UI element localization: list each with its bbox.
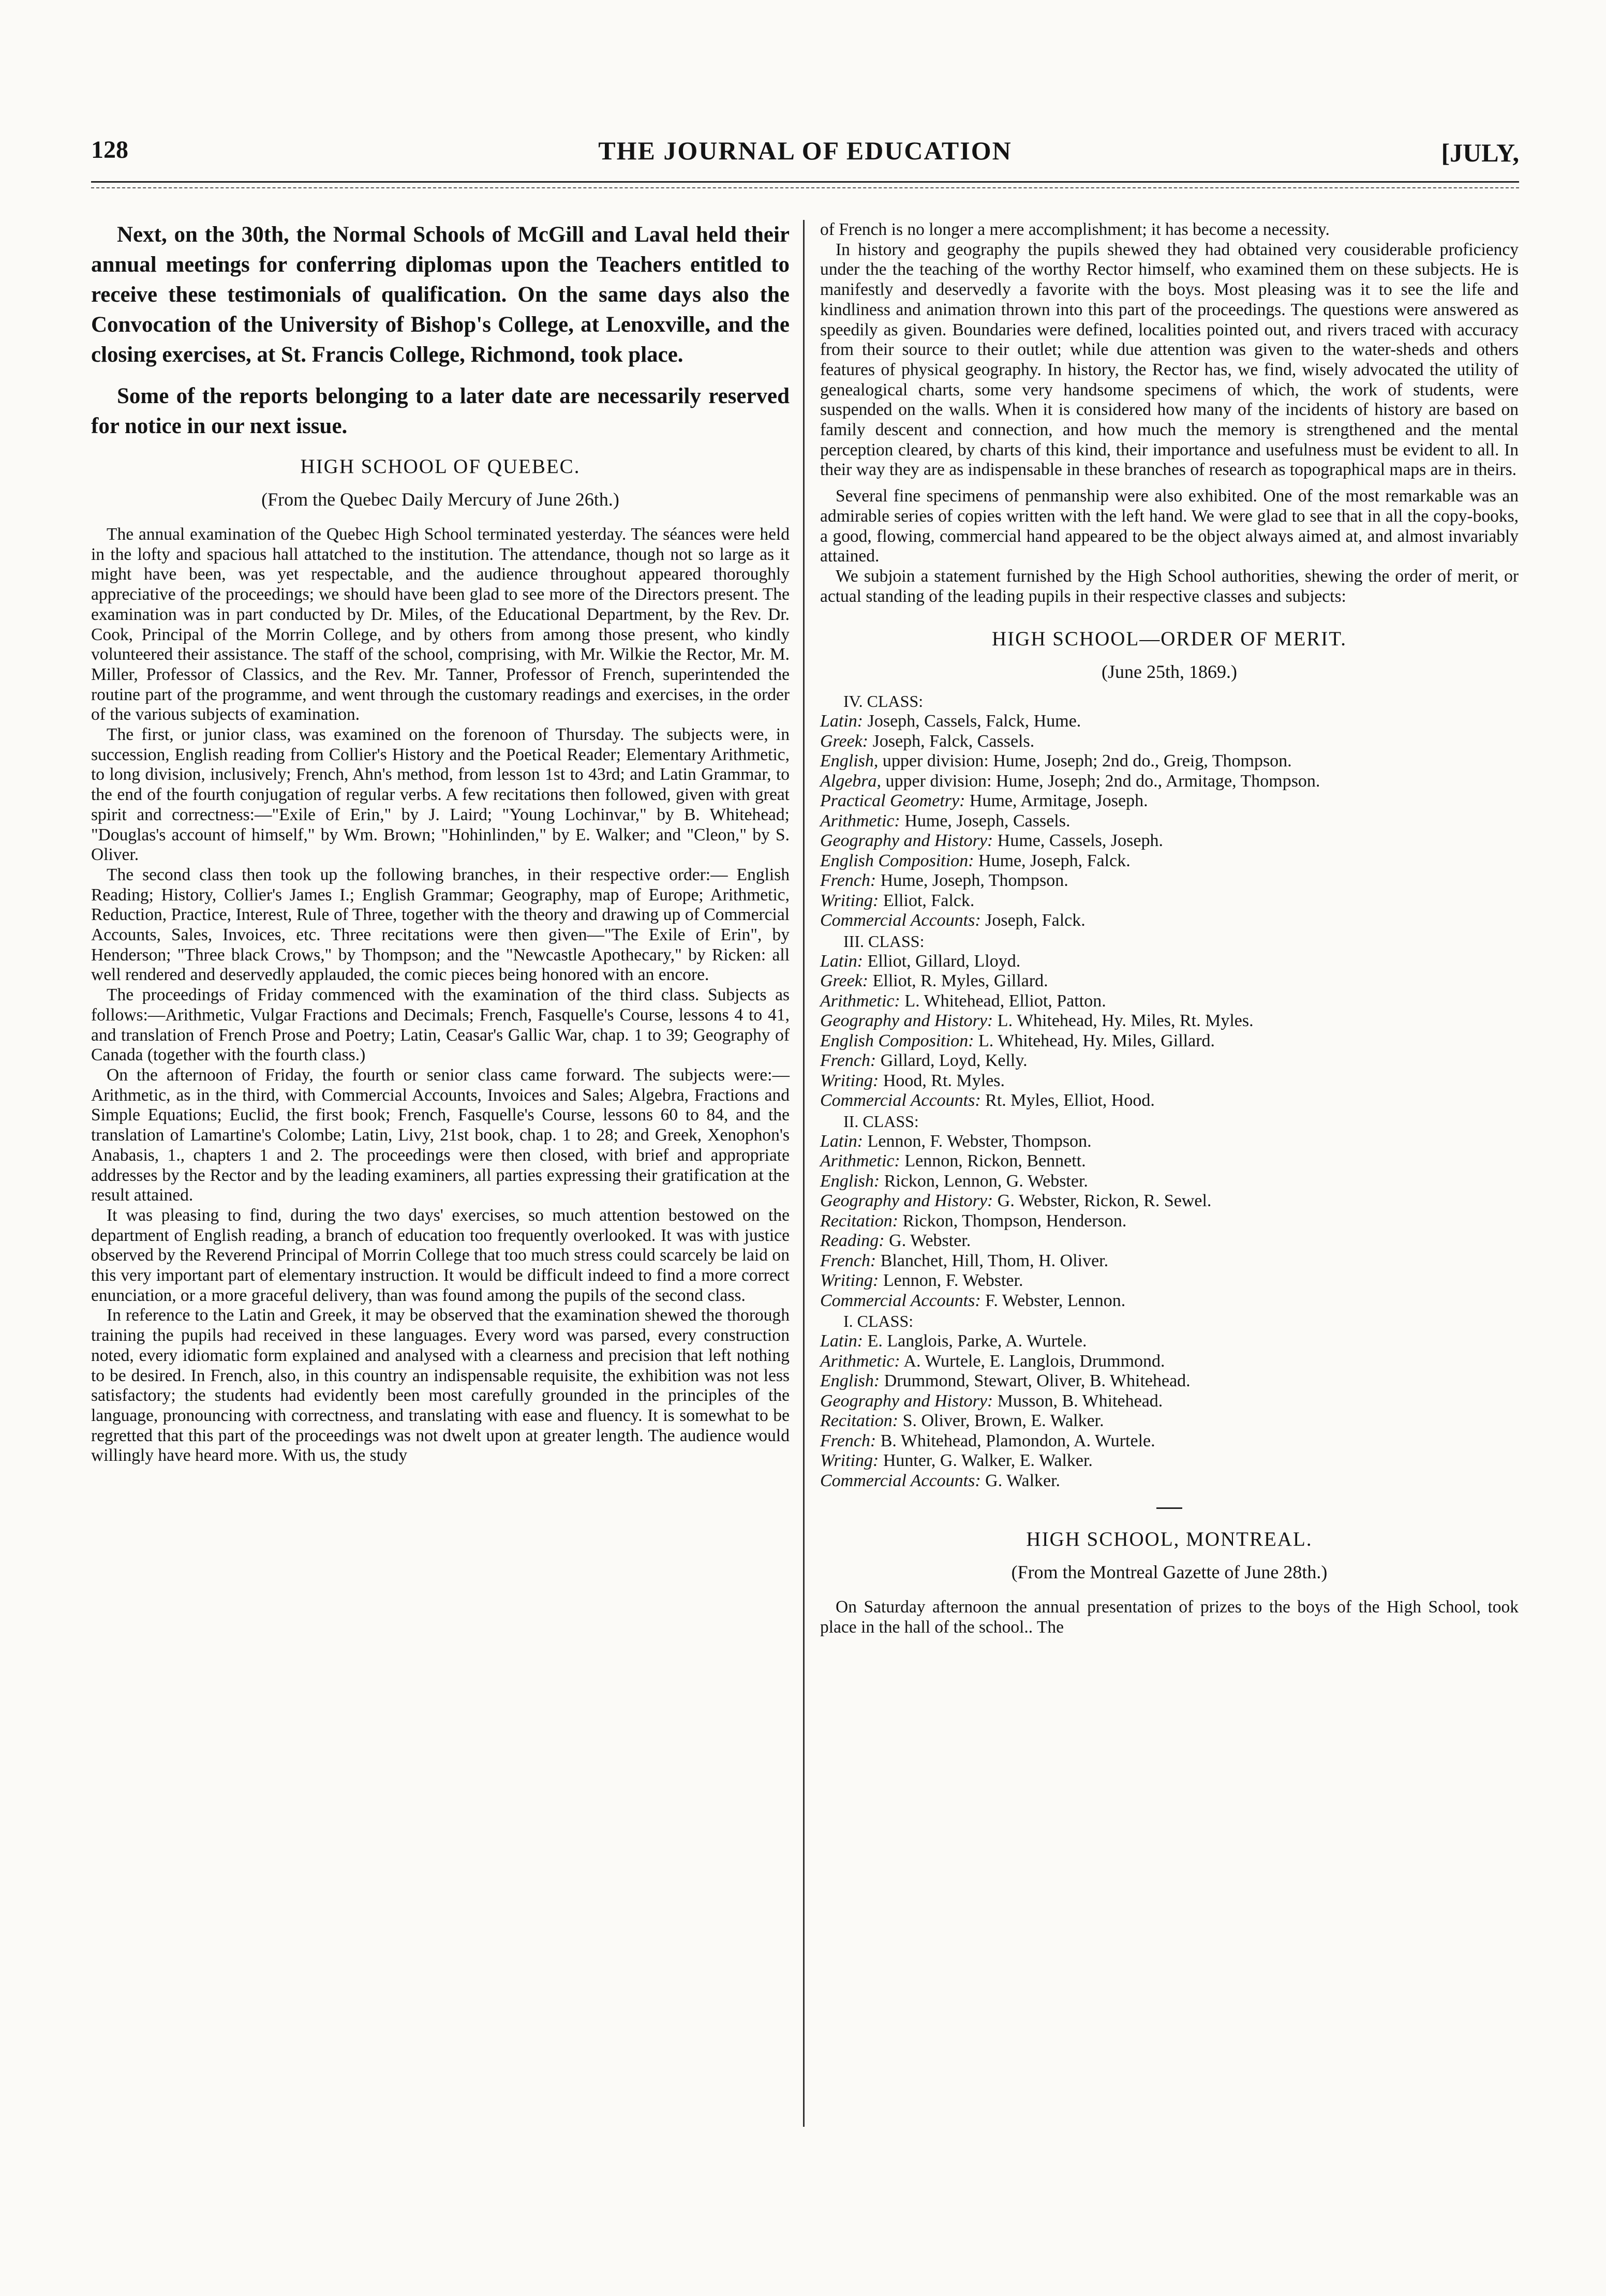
- page-number: 128: [91, 136, 128, 164]
- merit-subject: English Composition:: [820, 1031, 974, 1050]
- merit-subject: French:: [820, 1251, 876, 1270]
- merit-row: [820, 751, 1519, 772]
- merit-names: E. Langlois, Parke, A. Wurtele.: [867, 1331, 1087, 1351]
- merit-subject: Writing:: [820, 1451, 879, 1471]
- merit-subject: Latin:: [820, 1131, 864, 1151]
- merit-names: Hume, Cassels, Joseph.: [997, 831, 1163, 851]
- merit-names: Lennon, F. Webster.: [883, 1271, 1023, 1291]
- merit-subject: Writing:: [820, 1071, 879, 1090]
- merit-row: [820, 1051, 1519, 1071]
- merit-subject: Geography and History:: [820, 1011, 993, 1031]
- merit-subject: Geography and History:: [820, 831, 993, 851]
- merit-row: [820, 1172, 1519, 1192]
- merit-names: Hume, Joseph, Thompson.: [880, 871, 1068, 891]
- merit-row: [820, 732, 1519, 752]
- merit-subject: Writing:: [820, 891, 879, 910]
- merit-row: [820, 1251, 1519, 1271]
- intro-paragraph: Next, on the 30th, the Normal Schools of McGill and Laval held their annual meetings for conferring diplomas upon the Teachers entitled to receive these testimonials of qualification. On the same days also the Convocation of the University of Bishop's College, at Lenoxville, and the closing exercises, at St. Francis College, Richmond, took place.: [91, 223, 790, 367]
- merit-row: [820, 1191, 1519, 1211]
- merit-row: [820, 1391, 1519, 1412]
- merit-subject: English:: [820, 1171, 880, 1191]
- merit-list: [820, 691, 1519, 1491]
- merit-row: [820, 1431, 1519, 1451]
- montreal-source: (From the Montreal Gazette of June 28th.): [1011, 1562, 1328, 1583]
- merit-subject: English:: [820, 1371, 880, 1391]
- order-of-merit: [820, 661, 1519, 1491]
- article-paragraph: The second class then took up the following branches, in their respective order:— English Reading; History, Collier's James I.; English Grammar; Geography, map of Europe; Arithmetic, Reduction, Practice, Interest, Rule of Three, together with the theory and drawing up of Commercial Accounts, Sales, Invoices, etc. Three recitations were then given—"The Exile of Erin", by Henderson; "Three black Crows," by Thompson; and the "Newcastle Apothecary," by Ricken: all well rendered and deservedly applauded, the comic pieces being honored with an encore.: [91, 865, 790, 985]
- merit-class-label: IV. CLASS:: [843, 692, 924, 711]
- merit-subject: Greek:: [820, 731, 869, 751]
- merit-subject: Arithmetic:: [820, 991, 900, 1011]
- merit-names: Blanchet, Hill, Thom, H. Oliver.: [880, 1251, 1109, 1270]
- article-paragraph: of French is no longer a mere accomplishment; it has become a necessity.: [820, 220, 1330, 239]
- intro-section: [91, 220, 790, 441]
- merit-row: [820, 1451, 1519, 1471]
- merit-names: G. Webster, Rickon, R. Sewel.: [997, 1191, 1212, 1211]
- article-paragraph: On the afternoon of Friday, the fourth or senior class came forward. The subjects were:—Arithmetic, as in the third, with Commercial Accounts, Invoices and Sales; Algebra, Fractions and Simple Equations; Euclid, the first book; French, Fasquelle's Course, lessons 60 to 84, and the translation of Lamartine's Colombe; Latin, Livy, 21st book, chap. 1 to 28; and Greek, Xenophon's Anabasis, 1., chapters 1 and 2. The proceedings were then closed, with brief and appropriate addresses by the Rector and by the leading examiners, all parties expressing their gratification at the result attained.: [91, 1065, 790, 1205]
- quebec-article-continued: [820, 220, 1519, 606]
- quebec-source: (From the Quebec Daily Mercury of June 26th.): [261, 489, 619, 510]
- merit-row: [820, 1211, 1519, 1232]
- article-paragraph: Several fine specimens of penmanship were also exhibited. One of the most remarkable was an admirable series of copies written with the left hand. We were glad to see that in all the copy-books, a good, flowing, commercial hand appeared to be the object always aimed at, and almost invariably attained.: [820, 486, 1519, 566]
- merit-row: [820, 1371, 1519, 1391]
- merit-row: [820, 791, 1519, 811]
- merit-subject: Commercial Accounts:: [820, 1471, 981, 1490]
- merit-subject: Recitation:: [820, 1211, 899, 1231]
- merit-row: [820, 1231, 1519, 1251]
- merit-row: [820, 871, 1519, 891]
- header-rule: [91, 181, 1519, 183]
- merit-row: [820, 991, 1519, 1012]
- merit-names: Gillard, Loyd, Kelly.: [880, 1051, 1028, 1071]
- montreal-article: [820, 1597, 1519, 1637]
- merit-subject: Commercial Accounts:: [820, 911, 981, 930]
- merit-names: Musson, B. Whitehead.: [997, 1391, 1163, 1411]
- article-paragraph: The annual examination of the Quebec High School terminated yesterday. The séances were held in the lofty and spacious hall attatched to the institution. The attendance, though not so large as it might have been, was yet respectable, and the audience throughout appeared thoroughly appreciative of the proceedings; we should have been glad to see more of the Directors present. The examination was in part conducted by Dr. Miles, of the Educational Department, by the Rev. Dr. Cook, Principal of the Morrin College, and by others from among those present, who kindly volunteered their assistance. The staff of the school, comprising, with Mr. Wilkie the Rector, Mr. M. Miller, Professor of Classics, and the Rev. Mr. Tanner, Professor of French, superintended the routine part of the programme, and went through the customary readings and exercises, in the order of the various subjects of examination.: [91, 525, 790, 724]
- merit-subject: Commercial Accounts:: [820, 1091, 981, 1110]
- header-month: [JULY,: [1441, 138, 1519, 167]
- merit-subject: Arithmetic:: [820, 811, 900, 831]
- merit-subject: Latin:: [820, 1331, 864, 1351]
- left-column: [91, 220, 790, 1466]
- montreal-heading: HIGH SCHOOL, MONTREAL.: [1026, 1528, 1313, 1551]
- merit-subject: Latin:: [820, 712, 864, 731]
- merit-subject: Arithmetic:: [820, 1351, 900, 1371]
- merit-row: [820, 1411, 1519, 1431]
- merit-names: Hunter, G. Walker, E. Walker.: [883, 1451, 1093, 1471]
- merit-date: (June 25th, 1869.): [1102, 661, 1237, 683]
- merit-row: [820, 772, 1519, 792]
- column-divider: [803, 220, 805, 2127]
- quebec-article: [91, 525, 790, 1466]
- merit-names: Elliot, Falck.: [883, 891, 975, 910]
- merit-row: [820, 1471, 1519, 1491]
- merit-names: Drummond, Stewart, Oliver, B. Whitehead.: [884, 1371, 1191, 1391]
- merit-subject: English Composition:: [820, 851, 974, 870]
- merit-row: [820, 911, 1519, 931]
- intro-paragraph: Some of the reports belonging to a later date are necessarily reserved for notice in our next issue.: [91, 384, 790, 438]
- merit-class-label: I. CLASS:: [843, 1312, 914, 1331]
- merit-row: [820, 952, 1519, 972]
- merit-class-label: II. CLASS:: [843, 1112, 919, 1131]
- merit-subject: Geography and History:: [820, 1191, 993, 1211]
- merit-row: [820, 1331, 1519, 1352]
- header-rule-thin: [91, 187, 1519, 188]
- merit-row: [820, 891, 1519, 911]
- article-paragraph: In reference to the Latin and Greek, it may be observed that the examination shewed the thorough training the pupils had received in these languages. Every word was parsed, every construction noted, every idiomatic form explained and analysed with a clearness and precision that left nothing to be desired. In French, also, in this country an indispensable requisite, the exhibition was not less satisfactory; the students had evidently been most carefully grounded in the principles of the language, pronouncing with correctness, and translating with ease and fluency. It is somewhat to be regretted that this part of the proceedings was not dwelt upon at greater length. The audience would willingly have heard more. With us, the study: [91, 1306, 790, 1465]
- merit-names: F. Webster, Lennon.: [985, 1291, 1126, 1310]
- merit-subject: Arithmetic:: [820, 1151, 900, 1171]
- merit-names: L. Whitehead, Hy. Miles, Gillard.: [978, 1031, 1215, 1050]
- merit-row: [820, 831, 1519, 851]
- section-separator: [1156, 1507, 1182, 1509]
- merit-subject: Greek:: [820, 971, 869, 991]
- merit-class-label: III. CLASS:: [843, 931, 925, 951]
- merit-names: B. Whitehead, Plamondon, A. Wurtele.: [880, 1431, 1155, 1450]
- merit-subject: Geography and History:: [820, 1391, 993, 1411]
- merit-subject: French:: [820, 1051, 876, 1071]
- merit-row: [820, 851, 1519, 871]
- merit-names: G. Webster.: [889, 1231, 971, 1251]
- merit-names: G. Walker.: [985, 1471, 1061, 1490]
- merit-names: Lennon, Rickon, Bennett.: [904, 1151, 1086, 1171]
- merit-subject: French:: [820, 1431, 876, 1450]
- merit-subject: Commercial Accounts:: [820, 1291, 981, 1310]
- merit-subject: Reading:: [820, 1231, 885, 1251]
- right-column: [820, 220, 1519, 1638]
- merit-names: Hume, Armitage, Joseph.: [969, 791, 1148, 811]
- merit-row: [820, 712, 1519, 732]
- merit-subject: Algebra,: [820, 771, 882, 791]
- quebec-heading: HIGH SCHOOL OF QUEBEC.: [300, 455, 581, 478]
- article-paragraph: The proceedings of Friday commenced with the examination of the third class. Subjects as follows:—Arithmetic, Vulgar Fractions and Decimals; French, Fasquelle's Course, lessons 4 to 41, and translation of French Prose and Poetry; Latin, Ceasar's Gallic War, chap. 1 to 39; Geography of Canada (together with the fourth class.): [91, 985, 790, 1065]
- article-paragraph: In history and geography the pupils shewed they had obtained very cousiderable proficiency under the the teaching of the worthy Rector himself, who examined them on these subjects. He is manifestly and deservedly a favorite with the boys. Most pleasing was it to see the life and kindliness and animation thrown into this part of the proceedings. The questions were answered as speedily as given. Boundaries were defined, localities pointed out, and rivers traced with accuracy from their source to their outlet; while due attention was given to the water-sheds and others features of physical geography. In history, the Rector has, we find, wisely advocated the utility of genealogical charts, some very handsome specimens of which, the work of students, were suspended on the walls. When it is considered how many of the incidents of history are based on family descent and connection, and how much the memory is strengthened and the mental perception cleared, by charts of this kind, their importance and usefulness must be evident to all. In their way they are as indispensable in these branches of research as topographical maps are in theirs.: [820, 240, 1519, 480]
- merit-names: Hume, Joseph, Falck.: [978, 851, 1131, 870]
- merit-names: Elliot, Gillard, Lloyd.: [867, 951, 1021, 971]
- merit-names: A. Wurtele, E. Langlois, Drummond.: [903, 1351, 1165, 1371]
- merit-names: L. Whitehead, Elliot, Patton.: [904, 991, 1106, 1011]
- merit-row: [820, 1151, 1519, 1172]
- merit-row: [820, 1091, 1519, 1111]
- page-header: [91, 136, 1519, 177]
- merit-names: upper division: Hume, Joseph; 2nd do., Greig, Thompson.: [882, 751, 1292, 771]
- merit-row: [820, 1071, 1519, 1091]
- article-paragraph: It was pleasing to find, during the two days' exercises, so much attention bestowed on the department of English reading, a branch of education too frequently overlooked. It was with justice observed by the Reverend Principal of Morrin College that too much stress could scarcely be laid on this very important part of elementary instruction. It would be difficult indeed to find a more correct enunciation, or a more graceful delivery, than was found among the pupils of the second class.: [91, 1205, 790, 1305]
- merit-heading: HIGH SCHOOL—ORDER OF MERIT.: [992, 628, 1347, 650]
- merit-names: Hood, Rt. Myles.: [883, 1071, 1005, 1090]
- merit-row: [820, 1011, 1519, 1031]
- merit-names: Joseph, Falck.: [985, 911, 1085, 930]
- article-paragraph: On Saturday afternoon the annual presentation of prizes to the boys of the High School, took place in the hall of the school.. The: [820, 1597, 1519, 1637]
- merit-names: Joseph, Cassels, Falck, Hume.: [867, 712, 1081, 731]
- merit-subject: English,: [820, 751, 879, 771]
- merit-subject: Latin:: [820, 951, 864, 971]
- merit-names: Hume, Joseph, Cassels.: [904, 811, 1070, 831]
- merit-row: [820, 1132, 1519, 1152]
- merit-row: [820, 1291, 1519, 1311]
- merit-row: [820, 1352, 1519, 1372]
- article-paragraph: We subjoin a statement furnished by the High School authorities, shewing the order of merit, or actual standing of the leading pupils in their respective classes and subjects:: [820, 566, 1519, 606]
- merit-names: Elliot, R. Myles, Gillard.: [872, 971, 1048, 991]
- merit-subject: Writing:: [820, 1271, 879, 1291]
- merit-row: [820, 1031, 1519, 1051]
- merit-names: Lennon, F. Webster, Thompson.: [867, 1131, 1092, 1151]
- merit-names: upper division: Hume, Joseph; 2nd do., Armitage, Thompson.: [885, 771, 1320, 791]
- merit-subject: Practical Geometry:: [820, 791, 965, 811]
- merit-subject: French:: [820, 871, 876, 891]
- journal-title: THE JOURNAL OF EDUCATION: [598, 136, 1012, 165]
- merit-names: S. Oliver, Brown, E. Walker.: [902, 1411, 1104, 1431]
- merit-subject: Recitation:: [820, 1411, 899, 1431]
- merit-names: Rickon, Thompson, Henderson.: [902, 1211, 1127, 1231]
- merit-row: [820, 1271, 1519, 1291]
- merit-names: Rickon, Lennon, G. Webster.: [884, 1171, 1088, 1191]
- merit-names: Joseph, Falck, Cassels.: [872, 731, 1035, 751]
- merit-row: [820, 811, 1519, 832]
- article-paragraph: The first, or junior class, was examined on the forenoon of Thursday. The subjects were, in succession, English reading from Collier's History and the Poetical Reader; Elementary Arithmetic, to long division, inclusively; French, Ahn's method, from lesson 1st to 43rd; and Latin Grammar, to the end of the fourth conjugation of regular verbs. A few recitations then followed, given with great spirit and correctness:—"Exile of Erin," by J. Laird; "Young Lochinvar," by B. Whitehead; "Douglas's account of himself," by Wm. Brown; "Hohinlinden," by E. Walker; and "Cleon," by S. Oliver.: [91, 725, 790, 865]
- merit-names: Rt. Myles, Elliot, Hood.: [985, 1091, 1155, 1110]
- merit-row: [820, 971, 1519, 991]
- merit-names: L. Whitehead, Hy. Miles, Rt. Myles.: [997, 1011, 1254, 1031]
